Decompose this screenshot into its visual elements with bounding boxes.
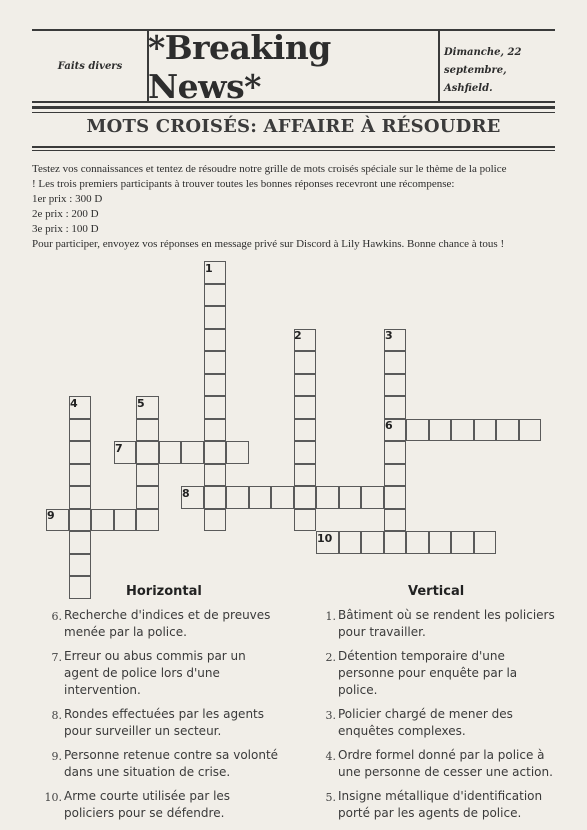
crossword-cell[interactable]	[384, 374, 407, 397]
crossword-cell[interactable]	[204, 329, 227, 352]
crossword-cell[interactable]	[384, 531, 407, 554]
crossword-cell[interactable]	[226, 486, 249, 509]
crossword-cell[interactable]	[339, 531, 362, 554]
crossword-cell[interactable]	[91, 509, 114, 532]
horizontal-clue-10	[44, 788, 231, 822]
clue-text-line: Erreur ou abus commis par un	[64, 649, 246, 663]
vertical-clue-1	[325, 607, 555, 641]
clue-text-line: Arme courte utilisée par les	[64, 789, 231, 803]
crossword-cell[interactable]	[429, 419, 452, 442]
clue-text-line: Personne retenue contre sa volonté	[64, 748, 279, 762]
crossword-cell[interactable]	[136, 464, 159, 487]
crossword-cell[interactable]	[384, 441, 407, 464]
clue-number-5: 5	[137, 397, 145, 410]
clue-number-1: 1	[205, 262, 213, 275]
crossword-cell[interactable]	[496, 419, 519, 442]
clue-index: 9.	[51, 750, 62, 763]
horizontal-clue-6	[51, 607, 271, 641]
crossword-cell[interactable]	[204, 419, 227, 442]
section-label: Faits divers	[57, 61, 123, 72]
clue-number-9: 9	[47, 509, 55, 522]
horizontal-clue-9	[51, 747, 279, 781]
clue-text-line: Détention temporaire d'une	[338, 649, 505, 663]
vertical-clue-5	[325, 788, 543, 822]
clue-text-line: menée par la police.	[64, 625, 187, 639]
crossword-cell[interactable]	[339, 486, 362, 509]
vertical-clue-3	[325, 706, 513, 740]
clue-text-line: Ordre formel donné par la police à	[338, 748, 545, 762]
crossword-cell[interactable]	[474, 419, 497, 442]
clue-text-line: intervention.	[64, 683, 141, 697]
clue-text-line: porté par les agents de police.	[338, 806, 522, 820]
crossword-cell[interactable]	[249, 486, 272, 509]
date-line-2: septembre, Ashfield.	[444, 65, 507, 94]
crossword-cell[interactable]	[204, 374, 227, 397]
crossword-cell[interactable]	[69, 531, 92, 554]
prize-3: 3e prix : 100 D	[32, 223, 99, 235]
clue-text-line: dans une situation de crise.	[64, 765, 231, 779]
clue-text-line: Policier chargé de mener des	[338, 707, 513, 721]
crossword-cell[interactable]	[294, 509, 317, 532]
crossword-cell[interactable]	[159, 441, 182, 464]
crossword-cell[interactable]	[69, 486, 92, 509]
clue-number-4: 4	[70, 397, 78, 410]
clue-text-line: Insigne métallique d'identification	[338, 789, 543, 803]
crossword-cell[interactable]	[384, 486, 407, 509]
clue-index: 4.	[325, 750, 336, 763]
intro-line-3: Pour participer, envoyez vos réponses en message privé sur Discord à Lily Hawkins. Bonne chance à tous !	[32, 238, 505, 250]
page-headline: MOTS CROISÉS: AFFAIRE À RÉSOUDRE	[86, 116, 501, 137]
crossword-cell[interactable]	[519, 419, 542, 442]
crossword-cell[interactable]	[384, 464, 407, 487]
clue-text-line: policiers pour se défendre.	[64, 806, 225, 820]
clue-text-line: police.	[338, 683, 378, 697]
clue-text-line: une personne de cesser une action.	[338, 765, 553, 779]
clue-text-line: Bâtiment où se rendent les policiers	[338, 608, 555, 622]
prize-1: 1er prix : 300 D	[32, 193, 103, 205]
intro-line-2: ! Les trois premiers participants à trouver toutes les bonnes réponses recevront une récompense:	[32, 178, 455, 190]
clue-number-6: 6	[385, 419, 393, 432]
crossword-cell[interactable]	[204, 306, 227, 329]
horizontal-clue-8	[51, 706, 265, 740]
clue-index: 5.	[325, 791, 336, 804]
crossword-cell[interactable]	[204, 509, 227, 532]
crossword-cell[interactable]	[406, 531, 429, 554]
clue-text-line: pour travailler.	[338, 625, 426, 639]
crossword-cell[interactable]	[361, 486, 384, 509]
crossword-cell[interactable]	[136, 419, 159, 442]
clue-number-8: 8	[182, 487, 190, 500]
crossword-cell[interactable]	[294, 441, 317, 464]
clue-index: 6.	[51, 610, 62, 623]
horizontal-clue-7	[51, 648, 246, 699]
clue-text-line: personne pour enquête par la	[338, 666, 518, 680]
crossword-cell[interactable]	[204, 396, 227, 419]
crossword-cell[interactable]	[361, 531, 384, 554]
crossword-cell[interactable]	[294, 419, 317, 442]
crossword-cell[interactable]	[204, 284, 227, 307]
crossword-cell[interactable]	[406, 419, 429, 442]
clue-index: 7.	[51, 651, 62, 664]
crossword-cell[interactable]	[204, 351, 227, 374]
crossword-cell[interactable]	[69, 419, 92, 442]
crossword-cell[interactable]	[429, 531, 452, 554]
crossword-cell[interactable]	[294, 351, 317, 374]
clue-text-line: pour surveiller un secteur.	[64, 724, 222, 738]
clue-text-line: enquêtes complexes.	[338, 724, 466, 738]
crossword-cell[interactable]	[69, 576, 92, 599]
crossword-cell[interactable]	[451, 419, 474, 442]
clue-number-2: 2	[294, 329, 302, 342]
clue-index: 2.	[325, 651, 336, 664]
clue-number-7: 7	[115, 442, 123, 455]
clue-number-10: 10	[317, 532, 333, 545]
date-line-1: Dimanche, 22	[444, 47, 522, 58]
clue-index: 3.	[325, 709, 336, 722]
crossword-cell[interactable]	[136, 509, 159, 532]
crossword-cell[interactable]	[271, 486, 294, 509]
crossword-cell[interactable]	[204, 486, 227, 509]
crossword-cell[interactable]	[384, 396, 407, 419]
crossword-cell[interactable]	[226, 441, 249, 464]
crossword-cell[interactable]	[69, 554, 92, 577]
clue-text-line: agent de police lors d'une	[64, 666, 220, 680]
crossword-cell[interactable]	[384, 351, 407, 374]
crossword-cell[interactable]	[181, 441, 204, 464]
horizontal-clues-title: Horizontal	[126, 584, 202, 599]
vertical-clues-title: Vertical	[408, 584, 465, 599]
newspaper-title: *Breaking News*	[148, 27, 331, 106]
prize-2: 2e prix : 200 D	[32, 208, 99, 220]
crossword-cell[interactable]	[114, 509, 137, 532]
crossword-cell[interactable]	[204, 464, 227, 487]
crossword-cell[interactable]	[69, 509, 92, 532]
intro-line-1: Testez vos connaissances et tentez de résoudre notre grille de mots croisés spéciale sur le thème de la police	[32, 163, 507, 175]
crossword-cell[interactable]	[69, 441, 92, 464]
crossword-cell[interactable]	[294, 374, 317, 397]
clue-index: 1.	[325, 610, 336, 623]
crossword-cell[interactable]	[204, 441, 227, 464]
crossword-cell[interactable]	[136, 486, 159, 509]
crossword-cell[interactable]	[294, 396, 317, 419]
crossword-cell[interactable]	[384, 509, 407, 532]
crossword-cell[interactable]	[294, 464, 317, 487]
crossword-cell[interactable]	[474, 531, 497, 554]
vertical-clue-4	[325, 747, 553, 781]
clue-index: 10.	[44, 791, 62, 804]
crossword-cell[interactable]	[294, 486, 317, 509]
clue-index: 8.	[51, 709, 62, 722]
clue-text-line: Rondes effectuées par les agents	[64, 707, 265, 721]
crossword-cell[interactable]	[69, 464, 92, 487]
clue-text-line: Recherche d'indices et de preuves	[64, 608, 271, 622]
crossword-cell[interactable]	[136, 441, 159, 464]
clue-number-3: 3	[385, 329, 393, 342]
vertical-clue-2	[325, 648, 518, 699]
crossword-cell[interactable]	[316, 486, 339, 509]
crossword-cell[interactable]	[451, 531, 474, 554]
